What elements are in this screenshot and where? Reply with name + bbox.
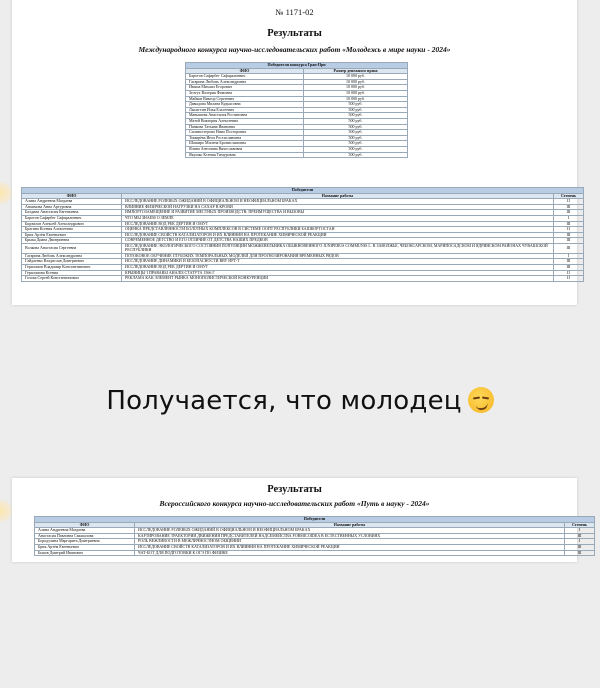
- table-cell: Анастасия Павловна Смыкалова: [35, 533, 135, 539]
- table-cell: Алина Андреевна Магдаева: [22, 199, 122, 205]
- table-cell: II: [554, 276, 584, 282]
- column-header: Название работы: [135, 522, 565, 528]
- table-cell: 500 руб.: [304, 118, 408, 124]
- table-cell: ИССЛЕДОВАНИЕ РОЛЕВЫХ ОЖИДАНИЙ В ОФИЦИАЛЬНОМ И НЕОФИЦИАЛЬНОМ БРАКАХ: [122, 199, 554, 205]
- column-header: ФИО: [22, 193, 122, 199]
- table-cell: Иваша Михаил Егорович: [186, 85, 304, 91]
- winners-body: [22, 188, 584, 282]
- table-row: [35, 550, 595, 556]
- table-cell: ОЦЕНКА ПРЕДСТАВЛЕННОСТИ БОЛОТНЫХ КОМПЛЕКСОВ В СИСТЕМЕ ООПТ РЕСПУБЛИКИ БАШКОРТОСТАН: [122, 227, 554, 233]
- table-row: [22, 276, 584, 282]
- table-cell: 500 руб.: [304, 130, 408, 136]
- table-cell: III: [554, 210, 584, 216]
- table-cell: Балдина Анастасия Евгеньевна: [22, 210, 122, 216]
- smirking-face-icon: [468, 387, 494, 413]
- document-subtitle: Международного конкурса научно-исследовательских работ «Молодежь в мире науки - 2024»: [138, 45, 451, 54]
- table-cell: Алина Андреевна Магдаева: [35, 528, 135, 534]
- table-cell: 10 000 руб.: [304, 74, 408, 80]
- table-cell: ИССЛЕДОВАНИЕ ЭКОЛОГИЧЕСКОГО СОСТОЯНИЯ ПОПУЛЯЦИИ МОЖЖЕВЕЛЬНИКА ОБЫКНОВЕННОГО JUNIPERUS COMMUNIS L. В ЗАВОЛЖЬЕ, ЧЕБОКСАРСКОМ, МАРИПОСАДСКОМ И ЯДРИНСКОМ РАЙОНАХ ЧУВАШСКОЙ РЕСПУБЛИКИ: [122, 243, 554, 253]
- table-cell: Анаимова Анна Артуровна: [22, 204, 122, 210]
- table-cell: 500 руб.: [304, 152, 408, 158]
- table-cell: Матей Виктория Алексеевна: [186, 118, 304, 124]
- table-cell: III: [554, 232, 584, 238]
- table-cell: Лысиггин Илья Ельсеевич: [186, 107, 304, 113]
- table-cell: ЧТО МЫ ЗНАЕМ О ЗЕМЛЕ: [122, 215, 554, 221]
- table-cell: II: [554, 199, 584, 205]
- table-cell: Баротов Сафарбег Сафаралиевич: [22, 215, 122, 221]
- table-cell: Давыдова Милана Кудьясовна: [186, 102, 304, 108]
- table-cell: 500 руб.: [304, 135, 408, 141]
- winners-table: [34, 516, 595, 556]
- table-cell: II: [554, 270, 584, 276]
- table-caption: Победители: [35, 517, 595, 523]
- table-cell: Брик Артём Евгеньевич: [22, 232, 122, 238]
- table-cell: Бородулина Маргарита Дмитриевна: [35, 539, 135, 545]
- results-document-national: [12, 478, 588, 562]
- table-cell: II: [554, 227, 584, 233]
- table-cell: Мавышева Анастасия Ростиновна: [186, 113, 304, 119]
- column-header: Размер денежного приза: [304, 68, 408, 74]
- table-cell: III: [554, 264, 584, 270]
- column-header: ФИО: [35, 522, 135, 528]
- table-cell: III: [554, 243, 584, 253]
- table-cell: ИССЛЕДОВАНИЕ ВОД РЕК ДЕРТИН И ОМУТ: [122, 221, 554, 227]
- table-cell: 500 руб.: [304, 107, 408, 113]
- table-cell: Тимирёва Инга Ростиславовна: [186, 135, 304, 141]
- table-row: [186, 152, 408, 158]
- document-title: Результаты: [267, 28, 322, 39]
- caption-text: Получается, что молодец: [106, 386, 462, 416]
- table-cell: III: [554, 238, 584, 244]
- table-cell: ИССЛЕДОВАНИЕ СВОЙСТВ КАТАЛИЗАТОРОВ И ИХ ВЛИЯНИЯ НА ПРОТЕКАНИЕ ХИМИЧЕСКОЙ РЕАКЦИИ: [135, 544, 565, 550]
- table-cell: Гайдаенко Владислав Дмитриевич: [22, 259, 122, 265]
- document-title: Результаты: [267, 484, 322, 495]
- table-cell: Волкова Анастасия Сергеевна: [22, 243, 122, 253]
- table-cell: Быков Дмитрий Иванович: [35, 550, 135, 556]
- story-caption: [0, 386, 600, 416]
- table-cell: Силивостерова Нина Посторовна: [186, 130, 304, 136]
- table-cell: КАРТИРОВАНИЕ ТРАЕКТОРИИ ДВИЖЕНИЯ ПРЕДСТАВИТЕЛЕЙ НАДСЕМЕЙСТВА FORMICOIDEA В ЕСТЕСТВЕННЫХ УСЛОВИЯХ: [135, 533, 565, 539]
- table-cell: Герасимова Ксения: [22, 270, 122, 276]
- table-cell: I: [554, 253, 584, 259]
- table-cell: РОЛЬ ВЕЖЛИВОСТИ В МЕЖЛИЧНОСТНОМ ОБЩЕНИИ: [135, 539, 565, 545]
- document-number: № 1171-02: [275, 7, 314, 17]
- table-cell: Голова Сергей Константинович: [22, 276, 122, 282]
- table-cell: КРЫНИЦЫ I ПРАВАВЫ АНАЛІЗ СТАТУТА 1566 Г: [122, 270, 554, 276]
- table-cell: Гагарина Любовь Александровна: [22, 253, 122, 259]
- table-cell: III: [554, 221, 584, 227]
- table-cell: Брик Артём Евгеньевич: [35, 544, 135, 550]
- table-cell: ИССЛЕДОВАНИЕ ВОД РЕК ДЕРТИН И ОМУТ: [122, 264, 554, 270]
- table-cell: ВЛИЯНИЕ ФИЗИЧЕСКОЙ НАГРУЗКИ НА САХАР В КРОВИ: [122, 204, 554, 210]
- table-cell: ПОТОКОВОЕ ОБУЧЕНИЕ ГЛУБОКИХ ТЕМПОРАЛЬНЫХ МОДЕЛЕЙ ДЛЯ ПРОГНОЗИРОВАНИЯ ВРЕМЕННЫХ РЯДОВ: [122, 253, 554, 259]
- table-cell: ИССЛЕДОВАНИЕ СВОЙСТВ КАТАЛИЗАТОРОВ И ИХ ВЛИЯНИЯ НА ПРОТЕКАНИЕ ХИМИЧЕСКОЙ РЕАКЦИИ: [122, 232, 554, 238]
- table-cell: III: [554, 259, 584, 265]
- table-cell: 10 000 руб.: [304, 85, 408, 91]
- table-cell: Якушко Ксения Тимуровна: [186, 152, 304, 158]
- table-cell: Шаширо Милена Бронисламовна: [186, 141, 304, 147]
- document-subtitle: Всероссийского конкурса научно-исследовательских работ «Путь в науку - 2024»: [159, 499, 430, 508]
- table-cell: ИССЛЕДОВАНИЕ ДИНАМИКИ И БЕЗОПАСНОСТИ ВВУ ИРТ-Т: [122, 259, 554, 265]
- table-cell: 10 000 руб.: [304, 90, 408, 96]
- table-cell: Бирзилов Алексей Александрович: [22, 221, 122, 227]
- table-cell: 500 руб.: [304, 102, 408, 108]
- table-cell: I: [565, 539, 595, 545]
- table-cell: 500 руб.: [304, 141, 408, 147]
- table-cell: ИССЛЕДОВАНИЕ РОЛЕВЫХ ОЖИДАНИЙ В ОФИЦИАЛЬНОМ И НЕОФИЦИАЛЬНОМ БРАКАХ: [135, 528, 565, 534]
- table-cell: III: [565, 533, 595, 539]
- column-header: ФИО: [186, 68, 304, 74]
- table-caption: Победители: [22, 188, 584, 194]
- table-caption: Победители конкурса Гран-При: [186, 63, 408, 69]
- light-glare: [0, 182, 12, 204]
- table-cell: 500 руб.: [304, 113, 408, 119]
- column-header: Степень: [565, 522, 595, 528]
- table-cell: 10 000 руб.: [304, 96, 408, 102]
- table-cell: Зелтух Валерия Фомовна: [186, 90, 304, 96]
- winners-body: [35, 517, 595, 556]
- table-cell: Герасимов Владимир Константинович: [22, 264, 122, 270]
- light-glare: [0, 500, 12, 522]
- table-cell: Гагарина Любовь Александровна: [186, 79, 304, 85]
- table-cell: III: [565, 550, 595, 556]
- grand-prix-table: [185, 62, 408, 158]
- table-cell: Панкова Татьяна Ивановна: [186, 124, 304, 130]
- table-cell: I: [554, 215, 584, 221]
- table-cell: ИМПОРТОЗАМЕЩЕНИЕ И РАЗВИТИЕ МЕСТНЫХ ПРОИЗВОДСТВ: ПРЕИМУЩЕСТВА И ВЫЗОВЫ: [122, 210, 554, 216]
- table-cell: Брагина Ксения Алексеевна: [22, 227, 122, 233]
- table-cell: ЧАТ-БОТ ДЛЯ ПОДГОТОВКИ К ОГЭ ПО ФИЗИКЕ: [135, 550, 565, 556]
- table-cell: I: [565, 528, 595, 534]
- grand-prix-body: [186, 63, 408, 158]
- winners-table: [21, 187, 584, 282]
- table-row: [22, 243, 584, 253]
- table-cell: СОВРЕМЕННОЕ ДЕТСТВО И ЕГО ОТЛИЧИЕ ОТ ДЕТСТВА НАШИХ ПРЕДКОВ: [122, 238, 554, 244]
- table-cell: РЕКЛАМА КАК ЭЛЕМЕНТ РЫНКА МОНОПОЛИСТИЧЕСКОЙ КОНКУРЕНЦИИ: [122, 276, 554, 282]
- table-cell: III: [554, 204, 584, 210]
- column-header: Название работы: [122, 193, 554, 199]
- column-header: Степень: [554, 193, 584, 199]
- table-cell: 500 руб.: [304, 124, 408, 130]
- table-cell: Брыка Диана Дмитриевна: [22, 238, 122, 244]
- results-document-international: [12, 0, 577, 305]
- table-cell: Ялина Антонина Вячеславовна: [186, 146, 304, 152]
- table-cell: 500 руб.: [304, 146, 408, 152]
- table-cell: Баротов Сафарбег Сафаралиевич: [186, 74, 304, 80]
- table-cell: 10 000 руб.: [304, 79, 408, 85]
- table-cell: III: [565, 544, 595, 550]
- table-cell: Майков Виктор Сергеевич: [186, 96, 304, 102]
